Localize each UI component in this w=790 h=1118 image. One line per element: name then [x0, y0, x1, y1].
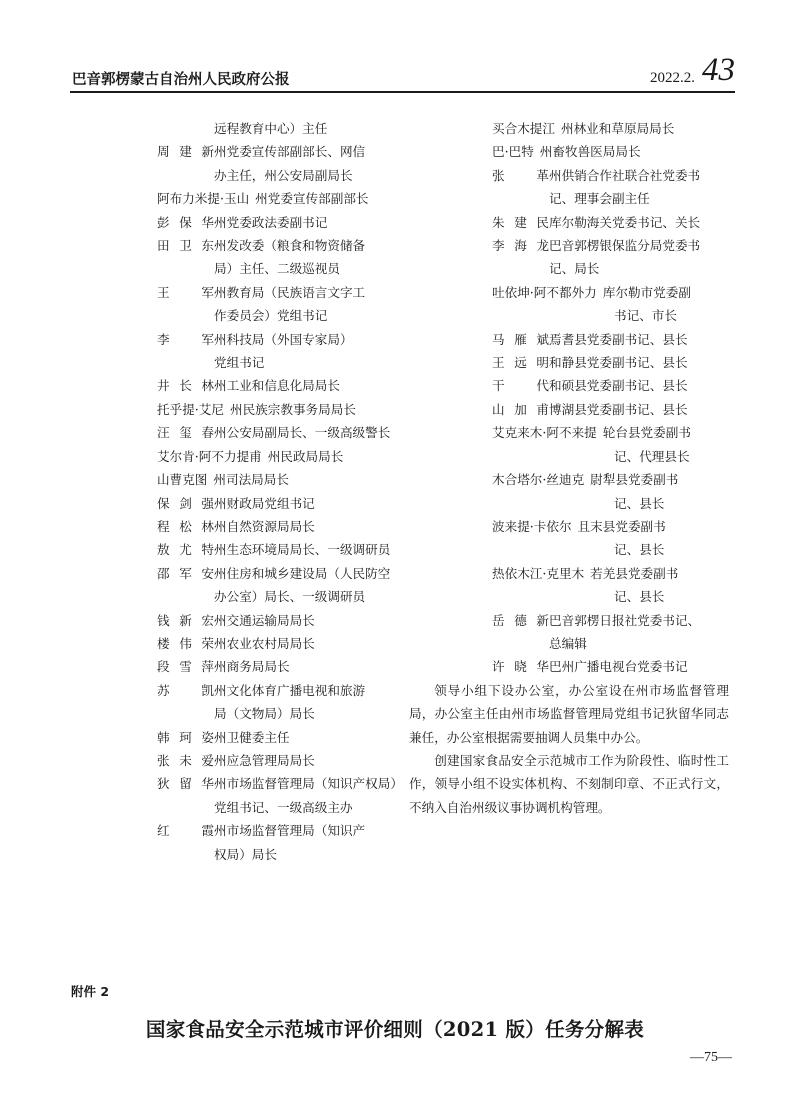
member-name: 井长林 [157, 378, 214, 394]
member-name: 李 军 [157, 331, 214, 347]
member-title: 州住房和城乡建设局（人民防空 [214, 565, 391, 581]
member-name: 热依木江·克里木 [492, 565, 585, 581]
member-entry [492, 609, 737, 632]
member-title: 库尔勒市党委副 [602, 284, 691, 300]
member-name: 朱建民 [492, 214, 549, 230]
left-column [157, 117, 403, 866]
member-name: 楼伟荣 [157, 635, 214, 651]
member-title: 州应急管理局局长 [214, 752, 315, 768]
member-title: 州卫健委主任 [214, 729, 290, 745]
footer-page-number: —75— [690, 1050, 732, 1065]
member-entry [492, 164, 737, 187]
member-name: 王远明 [492, 355, 549, 371]
member-title: 州财政局党组书记 [214, 495, 315, 511]
member-title-continued: 书记、市长 [614, 308, 677, 324]
member-name: 彭保华 [157, 214, 214, 230]
member-title-continued: 记、县长 [614, 542, 665, 558]
member-name: 岳德新 [492, 612, 549, 628]
member-name: 张未爱 [157, 752, 214, 768]
member-title: 州党委政法委副书记 [214, 214, 328, 230]
member-title: 若羌县党委副书 [590, 565, 679, 581]
member-name: 波来提·卡依尔 [492, 518, 572, 534]
member-title-continued: 党组书记 [214, 355, 265, 371]
issue-date: 2022.2. [650, 70, 695, 86]
member-entry [492, 398, 737, 421]
member-title: 州民族宗教事务局局长 [229, 401, 356, 417]
member-name: 红 霞 [157, 823, 214, 839]
member-title: 州生态环境局局长、一级调研员 [214, 542, 391, 558]
member-name: 苏 凯 [157, 682, 214, 698]
member-name: 张 革 [492, 167, 549, 183]
member-entry [157, 445, 397, 468]
document-title: 国家食品安全示范城市评价细则（2021 版）任务分解表 [145, 1018, 645, 1041]
member-title-continued: 作委员会）党组书记 [214, 308, 328, 324]
member-title: 库尔勒海关党委书记、关长 [549, 214, 701, 230]
member-title: 焉耆县党委副书记、县长 [549, 331, 688, 347]
member-name: 保剑强 [157, 495, 214, 511]
member-title: 州民政局局长 [267, 448, 344, 464]
member-entry [157, 328, 397, 351]
member-title: 州科技局（外国专家局） [214, 331, 353, 347]
member-title: 州供销合作社联合社党委书 [549, 167, 701, 183]
member-entry [492, 281, 737, 304]
member-title: 州文化体育广播电视和旅游 [214, 682, 366, 698]
appendix-label: 附件 2 [71, 984, 110, 999]
member-title: 和硕县党委副书记、县长 [549, 378, 688, 394]
member-entry [157, 515, 397, 538]
member-title: 巴州广播电视台党委书记 [549, 659, 688, 675]
member-title: 州市场监督管理局（知识产 [214, 823, 366, 839]
header-rule [70, 91, 735, 93]
member-entry [157, 421, 397, 444]
member-title: 州市场监督管理局（知识产权局） [214, 776, 403, 792]
member-title-continued: 办公室）局长、一级调研员 [214, 589, 366, 605]
member-title: 州林业和草原局局长 [560, 121, 675, 136]
member-title: 轮台县党委副书 [602, 425, 691, 441]
member-entry [157, 234, 397, 257]
member-title: 州畜牧兽医局局长 [539, 144, 641, 160]
member-entry [492, 374, 737, 397]
member-entry [157, 632, 397, 655]
member-name: 段雪萍 [157, 659, 214, 675]
member-name: 阿布力米提·玉山 [157, 191, 250, 207]
member-title-continued: 局（文物局）局长 [214, 706, 315, 722]
member-title-continued: 权局）局长 [214, 846, 277, 862]
member-title: 巴音郭楞银保监分局党委书 [549, 238, 701, 254]
member-name: 王 军 [157, 284, 214, 300]
member-entry [157, 187, 397, 210]
member-entry [157, 679, 397, 702]
member-title: 州党委宣传部副部长、网信 [214, 144, 366, 160]
header-page-number: 43 [702, 52, 735, 88]
member-name: 马雁斌 [492, 331, 549, 347]
member-name: 周建新 [157, 144, 214, 160]
member-name: 干 代 [492, 378, 549, 394]
member-title: 博湖县党委副书记、县长 [549, 401, 688, 417]
member-title: 州商务局局长 [214, 659, 290, 675]
member-title: 州党委宣传部副部长 [255, 191, 369, 207]
member-entry [492, 655, 737, 678]
right-column [409, 117, 737, 819]
member-name: 艾尔肯·阿不力提甫 [157, 448, 262, 464]
member-title-continued: 总编辑 [549, 635, 587, 651]
member-entry [492, 117, 737, 140]
member-entry [157, 374, 397, 397]
member-name: 邵军安 [157, 565, 214, 581]
member-name: 钱新宏 [157, 612, 214, 628]
member-title: 州工业和信息化局局长 [214, 378, 340, 394]
member-entry [157, 819, 397, 842]
member-name: 山加甫 [492, 401, 549, 417]
member-title-continued: 记、县长 [614, 589, 665, 605]
member-entry [157, 655, 397, 678]
member-name: 巴·巴特 [492, 144, 534, 160]
member-entry [157, 609, 397, 632]
member-title: 州司法局局长 [213, 472, 289, 488]
member-entry [492, 468, 737, 491]
member-entry [157, 211, 397, 234]
body-paragraph: 领导小组下设办公室，办公室设在州市场监督管理局，办公室主任由州市场监督管理局党组书记狄留华同志兼任，办公室根据需要抽调人员集中办公。 [409, 682, 729, 745]
member-entry [157, 281, 397, 304]
member-name: 田卫东 [157, 238, 214, 254]
member-entry [492, 515, 737, 538]
member-title-continued: 记、理事会副主任 [549, 191, 650, 207]
member-title: 和静县党委副书记、县长 [549, 355, 688, 371]
page-header [70, 52, 735, 92]
member-name: 汪玺春 [157, 425, 214, 441]
member-entry [492, 351, 737, 374]
member-title-continued: 记、县长 [614, 495, 665, 511]
member-name: 托乎提·艾尼 [157, 401, 224, 417]
member-title: 州公安局副局长、一级高级警长 [214, 425, 391, 441]
gazette-title: 巴音郭楞蒙古自治州人民政府公报 [72, 72, 290, 88]
member-entry [157, 562, 397, 585]
member-entry [157, 538, 397, 561]
member-entry [157, 726, 397, 749]
member-entry [492, 234, 737, 257]
member-entry [492, 140, 737, 163]
member-title: 州教育局（民族语言文字工 [214, 284, 366, 300]
member-title-continued: 记、代理县长 [614, 448, 690, 464]
member-entry [157, 398, 397, 421]
member-entry [157, 492, 397, 515]
member-name: 买合木提江 [492, 121, 555, 136]
member-title: 巴音郭楞日报社党委书记、 [549, 612, 701, 628]
member-title: 尉犁县党委副书 [590, 472, 679, 488]
member-title: 州农业农村局局长 [214, 635, 315, 651]
member-entry [157, 772, 403, 795]
member-entry [157, 749, 397, 772]
member-title-continued: 办主任，州公安局副局长 [214, 167, 353, 183]
member-title-continued: 远程教育中心）主任 [214, 121, 328, 136]
member-name: 山曹克图 [157, 472, 208, 488]
member-title: 州发改委（粮食和物资储备 [214, 238, 366, 254]
member-entry [492, 562, 737, 585]
member-name: 程松林 [157, 518, 214, 534]
member-title: 州交通运输局局长 [214, 612, 315, 628]
member-title-continued: 记、局长 [549, 261, 600, 277]
member-name: 许晓华 [492, 659, 549, 675]
member-entry [492, 328, 737, 351]
member-name: 敖尤特 [157, 542, 214, 558]
member-entry [157, 140, 397, 163]
member-name: 艾克来木·阿不来提 [492, 425, 597, 441]
member-title-continued: 党组书记、一级高级主办 [214, 799, 353, 815]
member-name: 李海龙 [492, 238, 549, 254]
body-paragraph: 创建国家食品安全示范城市工作为阶段性、临时性工作，领导小组不设实体机构、不刻制印章、不正式行文，不纳入自治州级议事协调机构管理。 [409, 752, 729, 815]
member-title: 且末县党委副书 [577, 518, 666, 534]
member-title: 州自然资源局局长 [214, 518, 315, 534]
member-name: 韩珂姿 [157, 729, 214, 745]
member-name: 吐依坤·阿不都外力 [492, 284, 597, 300]
member-entry [492, 211, 737, 234]
member-name: 狄留华 [157, 776, 214, 792]
member-entry [492, 421, 737, 444]
member-name: 木合塔尔·丝迪克 [492, 472, 585, 488]
member-entry [157, 468, 397, 491]
member-title-continued: 局）主任、二级巡视员 [214, 261, 340, 277]
